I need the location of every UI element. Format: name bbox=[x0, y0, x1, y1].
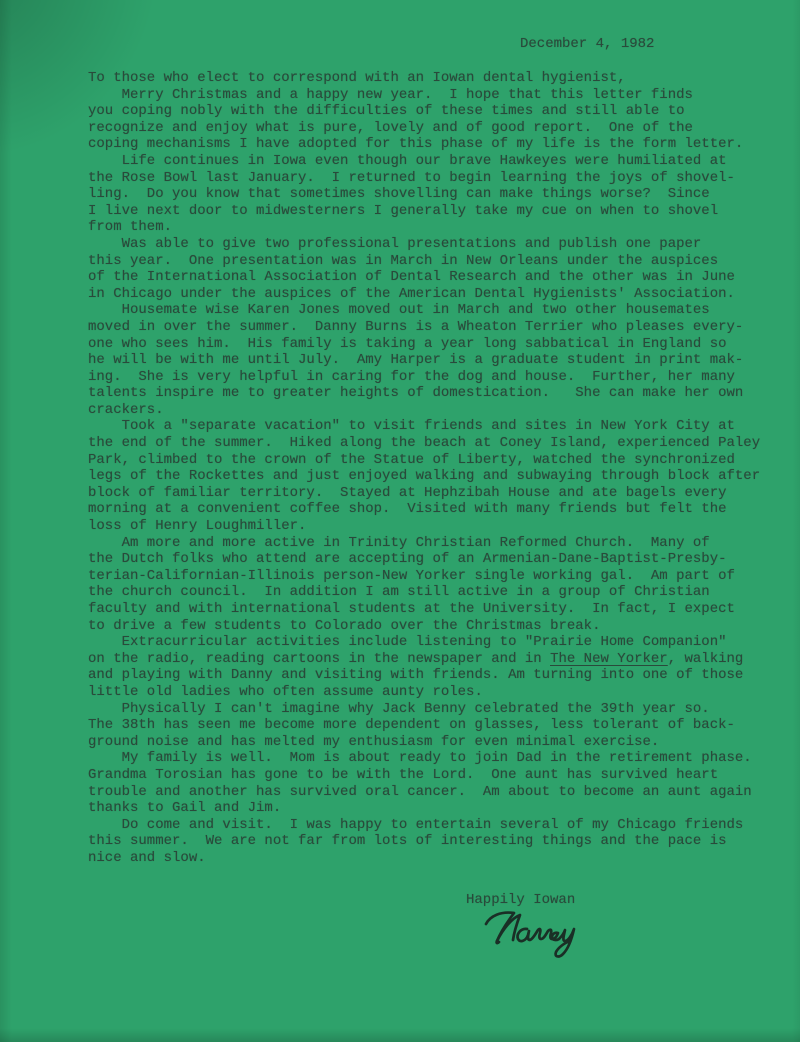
letter-line: nice and slow. bbox=[88, 849, 206, 866]
letter-line: moved in over the summer. Danny Burns is a Wheaton Terrier who pleases every- bbox=[88, 318, 744, 335]
letter-line: one who sees him. His family is taking a year long sabbatical in England so bbox=[88, 335, 727, 352]
letter-line: To those who elect to correspond with an Iowan dental hygienist, bbox=[88, 70, 626, 86]
letter-line: the Rose Bowl last January. I returned to begin learning the joys of shovel- bbox=[88, 169, 735, 186]
letter-line: block of familiar territory. Stayed at Hephzibah House and ate bagels every bbox=[88, 484, 727, 501]
letter-body bbox=[88, 70, 778, 867]
letter-line: Housemate wise Karen Jones moved out in March and two other housemates bbox=[88, 302, 710, 319]
letter-line: Physically I can't imagine why Jack Benny celebrated the 39th year so. bbox=[88, 700, 710, 717]
letter-line: Was able to give two professional presentations and publish one paper bbox=[88, 235, 702, 252]
letter-line: I live next door to midwesterners I generally take my cue on when to shovel bbox=[88, 202, 719, 219]
letter-line: coping mechanisms I have adopted for this phase of my life is the form letter. bbox=[88, 136, 744, 153]
letter-line: ground noise and has melted my enthusiasm for even minimal exercise. bbox=[88, 733, 660, 750]
letter-line: little old ladies who often assume aunty roles. bbox=[88, 683, 483, 700]
letter-line: talents inspire me to greater heights of domestication. She can make her own bbox=[88, 385, 744, 402]
letter-line: ling. Do you know that sometimes shovelling can make things worse? Since bbox=[88, 186, 710, 203]
letter-line: legs of the Rockettes and just enjoyed walking and subwaying through block after bbox=[88, 468, 761, 485]
letter-line: the church council. In addition I am still active in a group of Christian bbox=[88, 584, 710, 601]
letter-line: on the radio, reading cartoons in the newspaper and in The New Yorker, walking bbox=[88, 650, 744, 667]
letter-line: thanks to Gail and Jim. bbox=[88, 800, 282, 817]
letter-line: morning at a convenient coffee shop. Visited with many friends but felt the bbox=[88, 501, 727, 518]
letter-line: Am more and more active in Trinity Christian Reformed Church. Many of bbox=[88, 534, 710, 551]
letter-line: and playing with Danny and visiting with friends. Am turning into one of those bbox=[88, 667, 744, 684]
letter-line: Do come and visit. I was happy to entertain several of my Chicago friends bbox=[88, 816, 744, 833]
letter-line: faculty and with international students at the University. In fact, I expect bbox=[88, 601, 735, 617]
letter-line: Merry Christmas and a happy new year. I hope that this letter finds bbox=[88, 86, 693, 103]
letter-line: he will be with me until July. Amy Harper is a graduate student in print mak- bbox=[88, 352, 744, 369]
letter-line: Park, climbed to the crown of the Statue of Liberty, watched the synchronized bbox=[88, 451, 735, 468]
letter-line: this year. One presentation was in March in New Orleans under the auspices bbox=[88, 252, 719, 269]
letter-line: Life continues in Iowa even though our brave Hawkeyes were humiliated at bbox=[88, 152, 727, 169]
letter-line: from them. bbox=[88, 219, 173, 236]
letter-line: Grandma Torosian has gone to be with the Lord. One aunt has survived heart bbox=[88, 766, 719, 783]
letter-line: the Dutch folks who attend are accepting of an Armenian-Dane-Baptist-Presby- bbox=[88, 551, 727, 568]
letter-line: Extracurricular activities include listening to "Prairie Home Companion" bbox=[88, 634, 727, 651]
signature-handwriting bbox=[470, 903, 600, 965]
letter-line: The 38th has seen me become more dependent on glasses, less tolerant of back- bbox=[88, 717, 735, 734]
letter-line: you coping nobly with the difficulties of these times and still able to bbox=[88, 103, 685, 120]
letter-line: to drive a few students to Colorado over the Christmas break. bbox=[88, 617, 601, 634]
underlined-text: The New Yorker bbox=[550, 650, 668, 667]
letter-line: Took a "separate vacation" to visit friends and sites in New York City at bbox=[88, 418, 735, 435]
letter-line: recognize and enjoy what is pure, lovely and of good report. One of the bbox=[88, 119, 693, 136]
letter-line: trouble and another has survived oral cancer. Am about to become an aunt again bbox=[88, 783, 752, 800]
letter-line: the end of the summer. Hiked along the beach at Coney Island, experienced Paley bbox=[88, 435, 761, 452]
letter-date: December 4, 1982 bbox=[520, 36, 655, 52]
letter-closing: Happily Iowan bbox=[466, 892, 576, 908]
letter-line: terian-Californian-Illinois person-New Yorker single working gal. Am part of bbox=[88, 567, 735, 584]
letter-line: in Chicago under the auspices of the American Dental Hygienists' Association. bbox=[88, 285, 735, 302]
signature-handwriting-strokes bbox=[470, 903, 600, 965]
letter-line: this summer. We are not far from lots of interesting things and the pace is bbox=[88, 833, 727, 850]
letter-line: crackers. bbox=[88, 401, 164, 418]
letter-line: ing. She is very helpful in caring for the dog and house. Further, her many bbox=[88, 368, 735, 385]
letter-line: loss of Henry Loughmiller. bbox=[88, 518, 307, 535]
letter-line: of the International Association of Dental Research and the other was in June bbox=[88, 269, 735, 286]
letter-line: My family is well. Mom is about ready to join Dad in the retirement phase. bbox=[88, 750, 752, 767]
